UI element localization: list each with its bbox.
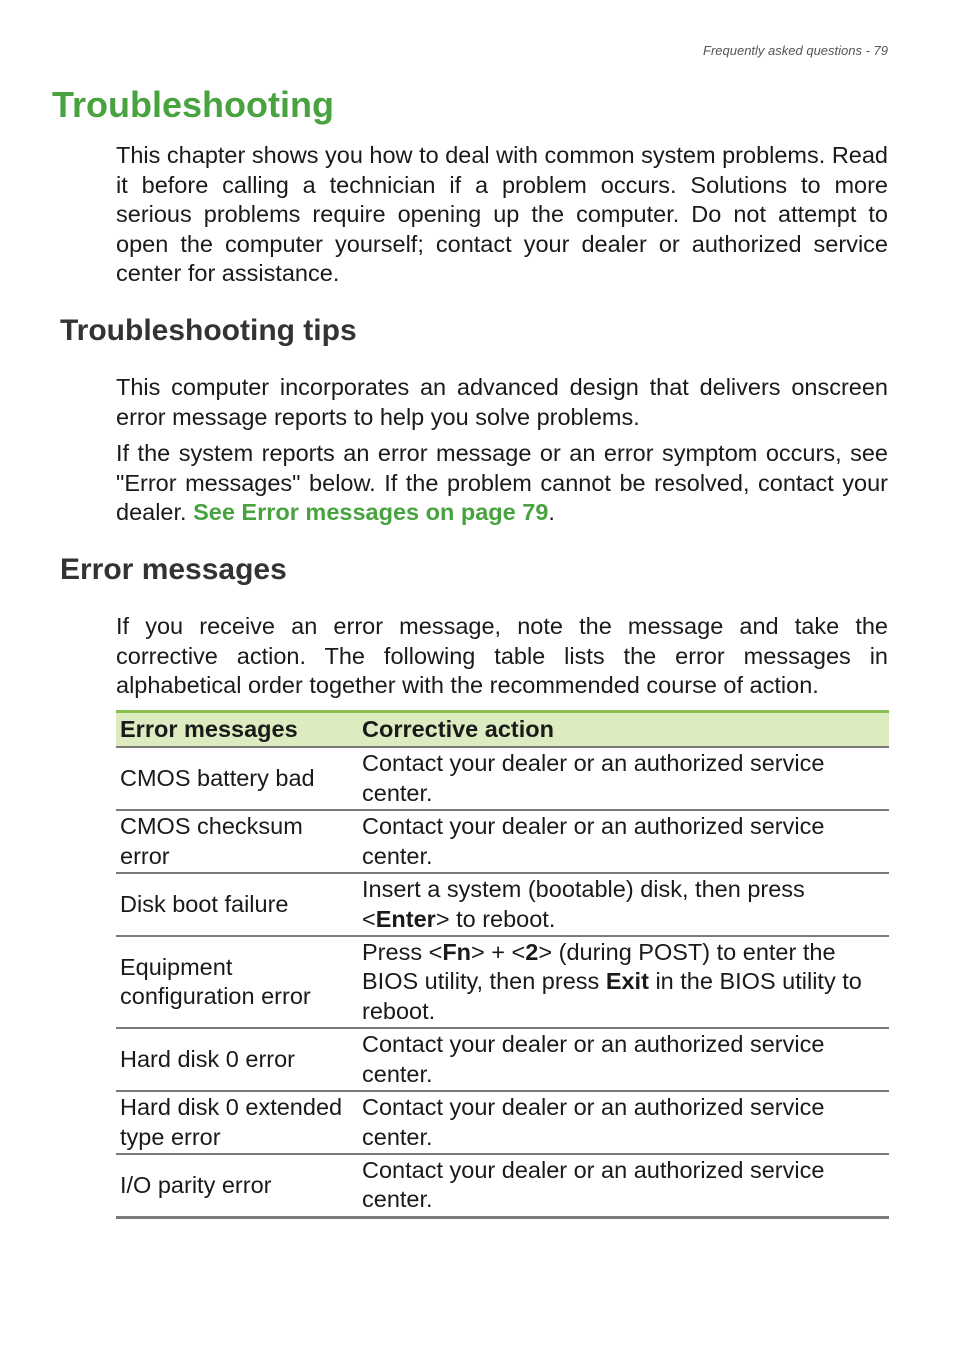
action-text: > + < [471,938,526,965]
table-row [116,936,889,1028]
corrective-action-cell: Contact your dealer or an authorized service center. [358,810,889,873]
key-name: 2 [525,938,539,965]
column-header-corrective-action: Corrective action [358,712,889,748]
action-text: Insert a system (bootable) disk, then press < [362,876,805,932]
error-message-cell: CMOS battery bad [116,747,358,810]
table-row [116,873,889,936]
action-text: > to reboot. [435,905,556,932]
tips-paragraph-2 [116,439,888,528]
corrective-action-cell: Contact your dealer or an authorized service center. [358,1154,889,1217]
error-message-cell: Disk boot failure [116,873,358,936]
key-name: Fn [442,938,472,965]
table-row [116,1154,889,1217]
action-text: in the BIOS utility to reboot. [362,968,862,1024]
key-name: Exit [605,968,649,995]
table-row [116,747,889,810]
action-text: Press < [362,938,443,965]
table-row [116,1091,889,1154]
error-messages-table [116,710,889,1219]
intro-paragraph: This chapter shows you how to deal with common system problems. Read it before calling a technician if a problem occurs. Solutions to more serious problems require opening up the computer. Do not attempt to open the computer yourself; contact your dealer or authorized service center for assistance. [116,142,888,287]
table-row [116,1028,889,1091]
corrective-action-cell: Contact your dealer or an authorized service center. [358,1091,889,1154]
key-name: Enter [375,905,436,932]
page-title: Troubleshooting [52,84,334,125]
errors-paragraph: If you receive an error message, note the message and take the corrective action. The following table lists the error messages in alphabetical order together with the recommended course of action. [116,613,888,699]
error-message-cell: Hard disk 0 error [116,1028,358,1091]
table-header-row [116,712,889,748]
tips-period: . [548,499,555,526]
corrective-action-cell [358,936,889,1028]
tips-paragraph-2-text: If the system reports an error message or an error symptom occurs, see "Error messages" below. If the problem cannot be resolved, contact your dealer. [116,440,888,526]
running-header: Frequently asked questions - 79 [703,43,888,58]
tips-heading: Troubleshooting tips [60,314,357,347]
corrective-action-cell: Contact your dealer or an authorized service center. [358,747,889,810]
errors-heading: Error messages [60,553,287,586]
corrective-action-cell: Contact your dealer or an authorized service center. [358,1028,889,1091]
table-row [116,810,889,873]
error-message-cell: Equipment configuration error [116,936,358,1028]
column-header-error-messages: Error messages [116,712,358,748]
error-message-cell: CMOS checksum error [116,810,358,873]
action-text: > (during POST) to enter the BIOS utility, then press [362,938,836,995]
tips-paragraph-1: This computer incorporates an advanced design that delivers onscreen error message reports to help you solve problems. [116,374,888,430]
error-messages-link[interactable]: See Error messages on page 79 [193,499,549,526]
error-message-cell: Hard disk 0 extended type error [116,1091,358,1154]
corrective-action-cell [358,873,889,936]
error-message-cell: I/O parity error [116,1154,358,1217]
